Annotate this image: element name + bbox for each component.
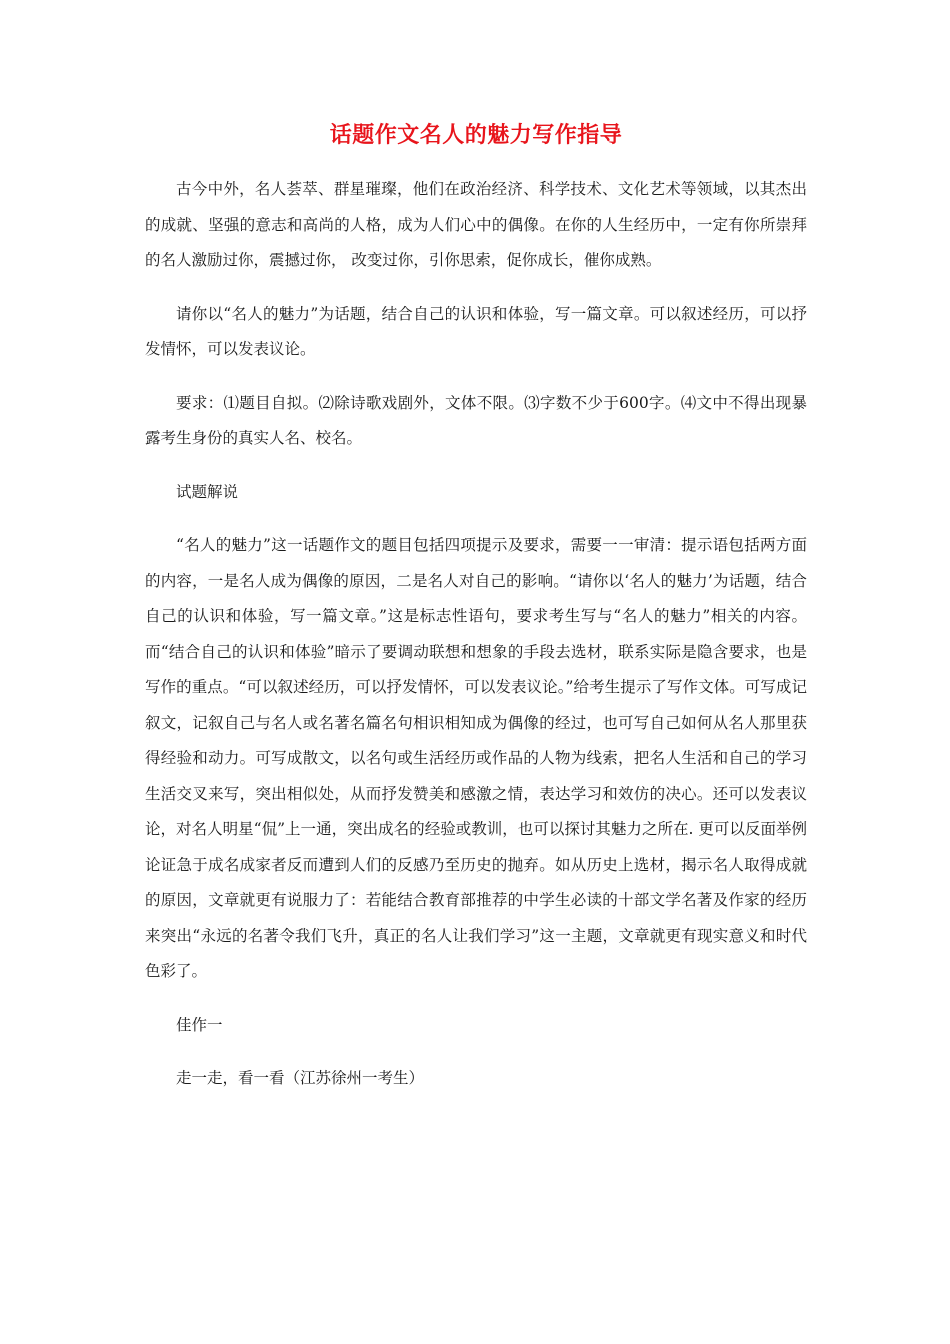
intro-paragraph: 古今中外，名人荟萃、群星璀璨，他们在政治经济、科学技术、文化艺术等领域，以其杰出的成就、坚强的意志和高尚的人格，成为人们心中的偶像。在你的人生经历中，一定有你所崇拜的名人激励过你，震撼过你， 改变过你，引你思索，促你成长，催你成熟。 <box>145 180 807 269</box>
document-title: 话题作文名人的魅力写作指导 <box>329 123 623 148</box>
prompt-paragraph: 请你以“名人的魅力”为话题，结合自己的认识和体验，写一篇文章。可以叙述经历，可以抒发情怀，可以发表议论。 <box>145 304 807 358</box>
example-title: 走一走，看一看（江苏徐州一考生） <box>176 1069 425 1087</box>
explanation-paragraph: “名人的魅力”这一话题作文的题目包括四项提示及要求，需要一一审清：提示语包括两方面的内容，一是名人成为偶像的原因，二是名人对自己的影响。“请你以‘名人的魅力’为话题，结合自己的认识和体验，写一篇文章。”这是标志性语句，要求考生写与“名人的魅力”相关的内容。而“结合自己的认识和体验”暗示了要调动联想和想象的手段去选材，联系实际是隐含要求，也是写作的重点。“可以叙述经历，可以抒发情怀，可以发表议论。”给考生提示了写作文体。可写成记叙文，记叙自己与名人或名著名篇名句相识相知成为偶像的经过，也可写自己如何从名人那里获得经验和动力。可写成散文，以名句或生活经历或作品的人物为线索，把名人生活和自己的学习生活交叉来写，突出相似处，从而抒发赞美和感激之情，表达学习和效仿的决心。还可以发表议论，对名人明星“侃”上一通，突出成名的经验或教训，也可以探讨其魅力之所在. 更可以反面举例论证急于成名成家者反而遭到人们的反感乃至历史的抛弃。如从历史上选材，揭示名人取得成就的原因，文章就更有说服力了：若能结合教育部推荐的中学生必读的十部文学名著及作家的经历来突出“永远的名著令我们飞升，真正的名人让我们学习”这一主题，文章就更有现实意义和时代色彩了。 <box>145 536 807 980</box>
requirements-paragraph: 要求：⑴题目自拟。⑵除诗歌戏剧外，文体不限。⑶字数不少于600字。⑷文中不得出现暴露考生身份的真实人名、校名。 <box>145 393 807 447</box>
document-page <box>145 118 807 1115</box>
section-heading-example: 佳作一 <box>176 1015 223 1034</box>
section-heading-explanation: 试题解说 <box>176 482 239 501</box>
